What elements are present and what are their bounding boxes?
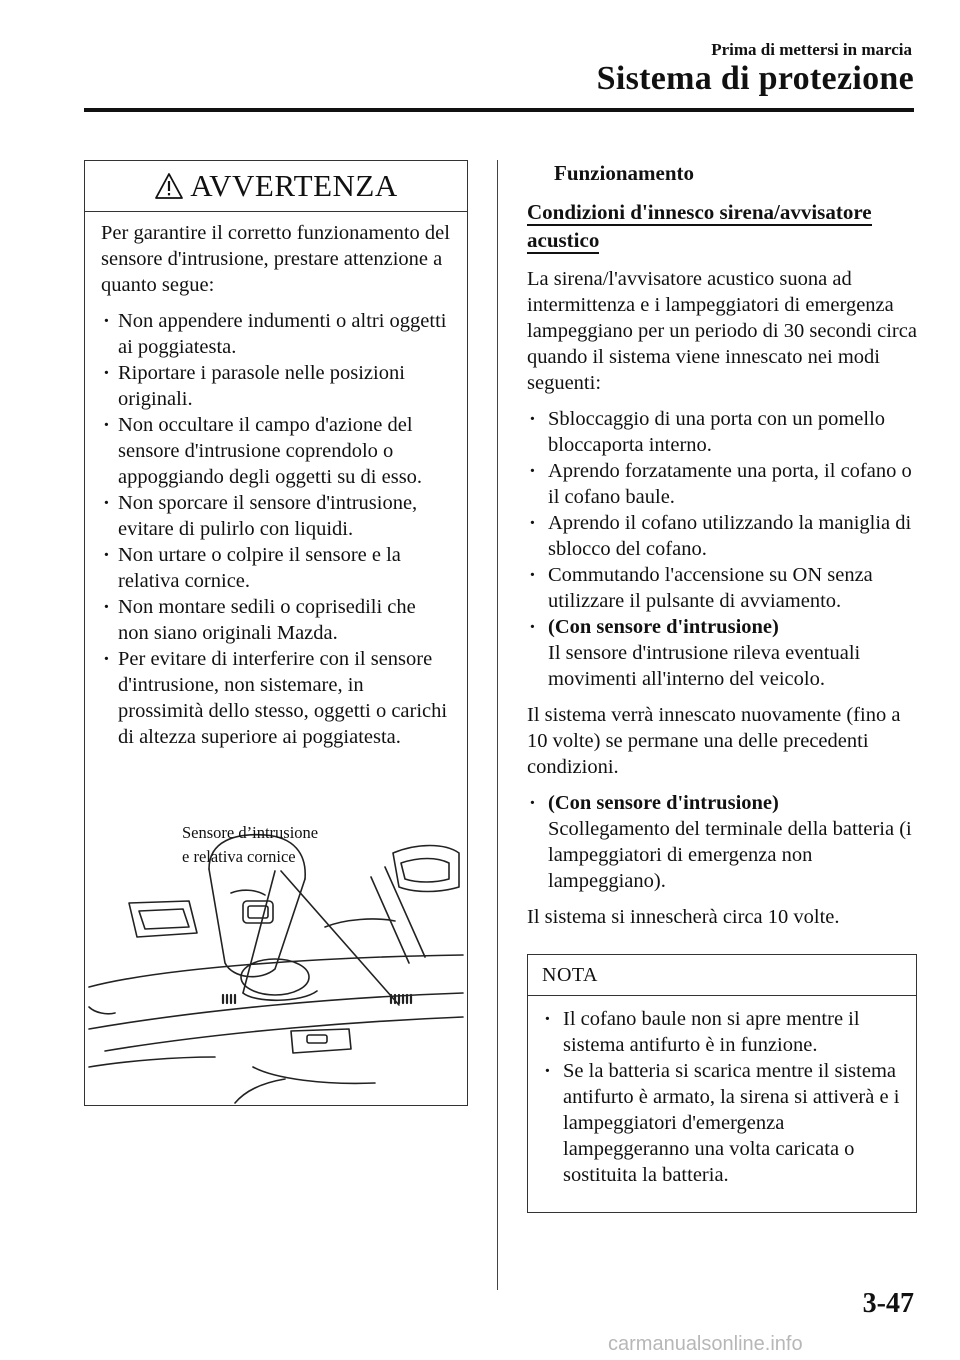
list-item-text: Il sensore d'intrusione rileva eventuali movimenti all'interno del veicolo. [548, 642, 861, 690]
page-title: Sistema di protezione [596, 60, 914, 97]
header-rule [84, 108, 914, 112]
warning-triangle-icon [154, 172, 184, 200]
list-item: · Non sporcare il sensore d'intrusione, evitare di pulirlo con liquidi. [101, 490, 451, 542]
note-title: NOTA [528, 955, 916, 996]
subheading-line: Condizioni d'innesco sirena/avvisatore [527, 200, 872, 224]
paragraph: Il sistema si innescherà circa 10 volte. [527, 906, 840, 928]
subheading-line: acustico [527, 228, 600, 252]
watermark: carmanualsonline.info [608, 1333, 803, 1355]
figure-label-line: Sensore d’intrusione [182, 823, 319, 842]
list-item: · Il cofano baule non si apre mentre il sistema antifurto è in funzione. [542, 1006, 904, 1058]
operation-section [527, 160, 917, 1213]
section-label: Prima di mettersi in marcia [711, 40, 912, 59]
warning-intro: Per garantire il corretto funzionamento del sensore d'intrusione, prestare attenzione a quanto segue: [101, 222, 450, 296]
paragraph: La sirena/l'avvisatore acustico suona ad intermittenza e i lampeggiatori di emergenza lampeggiano per un periodo di 30 secondi circa quando il sistema viene innescato nei modi seguenti: [527, 268, 917, 394]
subsection-heading [527, 198, 917, 254]
list-item: · Non occultare il campo d'azione del sensore d'intrusione coprendolo o appoggiando degli oggetti su di esso. [101, 412, 451, 490]
section-heading: Funzionamento [554, 161, 695, 185]
note-body [528, 996, 916, 1212]
warning-header [85, 161, 467, 212]
list-item [527, 790, 917, 894]
figure-label-line: e relativa cornice [182, 847, 296, 866]
trigger-list [527, 406, 917, 692]
paragraph: Il sistema verrà innescato nuovamente (fino a 10 volte) se permane una delle precedenti condizioni. [527, 704, 901, 778]
figure-label [182, 821, 318, 869]
list-item: · Aprendo il cofano utilizzando la maniglia di sblocco del cofano. [527, 510, 917, 562]
list-item-bold: (Con sensore d'intrusione) [548, 792, 779, 814]
list-item: · Se la batteria si scarica mentre il sistema antifurto è armato, la sirena si attiverà e i lampeggiatori d'emergenza lampeggeranno una volta caricata o sostituita la batteria. [542, 1058, 904, 1188]
list-item: · Riportare i parasole nelle posizioni originali. [101, 360, 451, 412]
list-item: · Non montare sedili o coprisedili che non siano originali Mazda. [101, 594, 451, 646]
list-item-text: Scollegamento del terminale della batteria (i lampeggiatori di emergenza non lampeggiano). [548, 818, 912, 892]
list-item-bold: (Con sensore d'intrusione) [548, 616, 779, 638]
note-list [542, 1006, 904, 1188]
warning-box [84, 160, 468, 1106]
warning-title: AVVERTENZA [190, 168, 398, 203]
list-item: · Per evitare di interferire con il sensore d'intrusione, non sistemare, in prossimità dello stesso, oggetti o carichi di altezza superiore ai poggiatesta. [101, 646, 451, 750]
battery-list [527, 790, 917, 894]
column-divider [497, 160, 498, 1290]
list-item: · Commutando l'accensione su ON senza utilizzare il pulsante di avviamento. [527, 562, 917, 614]
list-item: · Sbloccaggio di una porta con un pomello bloccaporta interno. [527, 406, 917, 458]
page-number: 3-47 [862, 1288, 914, 1319]
intrusion-sensor-figure [85, 817, 467, 1105]
list-item: · Aprendo forzatamente una porta, il cofano o il cofano baule. [527, 458, 917, 510]
list-item: · Non urtare o colpire il sensore e la relativa cornice. [101, 542, 451, 594]
list-item [527, 614, 917, 692]
warning-body [85, 212, 467, 750]
list-item: · Non appendere indumenti o altri oggetti ai poggiatesta. [101, 308, 451, 360]
note-box [527, 954, 917, 1213]
warning-list [101, 308, 451, 750]
